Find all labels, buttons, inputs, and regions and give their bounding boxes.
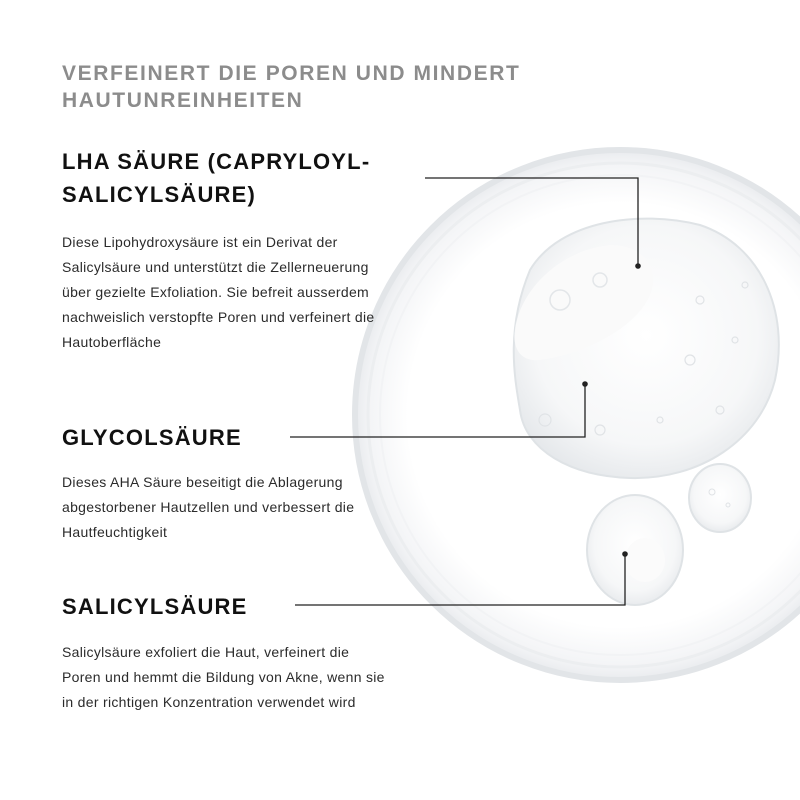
section-title-salicyl: SALICYLSÄURE <box>62 594 248 619</box>
headline: VERFEINERT DIE POREN UND MINDERT HAUTUNREINHEITEN <box>62 62 521 112</box>
section-text-glycol: Dieses AHA Säure beseitigt die Ablagerung abgestorbener Hautzellen und verbessert die Hautfeuchtigkeit <box>62 474 355 540</box>
section-text-salicyl: Salicylsäure exfoliert die Haut, verfeinert die Poren und hemmt die Bildung von Akne, wenn sie in der richtigen Konzentration verwendet wird <box>62 644 385 710</box>
section-title-lha: LHA SÄURE (CAPRYLOYL-SALICYLSÄURE) <box>62 149 371 207</box>
section-title-glycol: GLYCOLSÄURE <box>62 425 242 450</box>
section-text-lha: Diese Lipohydroxysäure ist ein Derivat der Salicylsäure und unterstützt die Zellerneuerung über gezielte Exfoliation. Sie befreit ausserdem nachweislich verstopfte Poren und verfeinert die Hautoberfläche <box>62 234 375 350</box>
gel-drop-medium <box>587 495 683 605</box>
gel-drop-small <box>689 464 751 532</box>
gel-blob-large <box>514 219 779 478</box>
